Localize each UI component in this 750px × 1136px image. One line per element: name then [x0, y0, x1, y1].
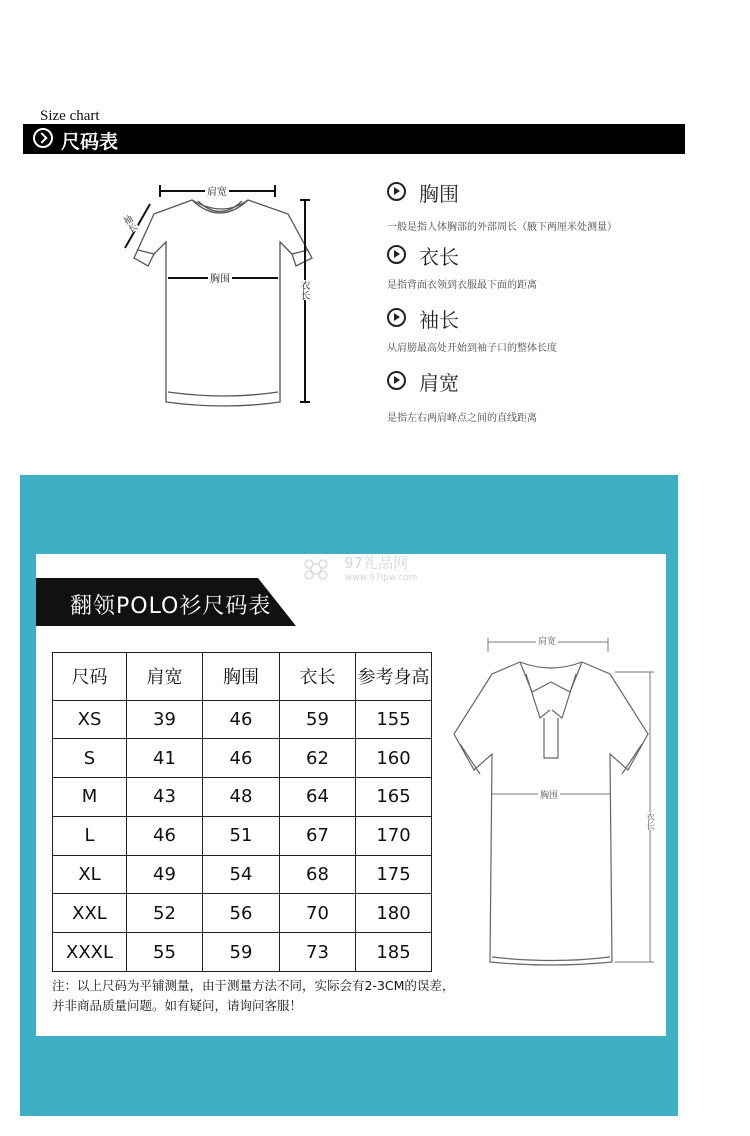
table-cell: 165	[356, 778, 432, 817]
definition-desc: 一般是指人体胸部的外部周长（腋下两厘米处测量）	[387, 222, 617, 233]
table-cell: 41	[127, 739, 203, 778]
definition-title: 袖长	[419, 308, 459, 332]
definitions-list	[385, 180, 685, 432]
note-line: 并非商品质量问题。如有疑问，请询问客服！	[52, 998, 303, 1013]
table-row	[53, 894, 432, 933]
table-cell: XXL	[53, 894, 127, 933]
table-cell: 43	[127, 778, 203, 817]
definition-item	[385, 180, 685, 243]
table-cell: 54	[203, 855, 280, 894]
definition-title: 衣长	[419, 245, 459, 269]
table-row	[53, 778, 432, 817]
table-cell: 70	[280, 894, 356, 933]
tshirt-diagram	[120, 170, 325, 420]
definition-item	[385, 306, 685, 369]
play-circle-icon	[387, 245, 406, 264]
table-cell: 180	[356, 894, 432, 933]
chest-label: 胸围	[208, 270, 232, 285]
table-cell: 73	[280, 933, 356, 972]
table-row	[53, 739, 432, 778]
table-cell: 51	[203, 816, 280, 855]
header-title: 尺码表	[61, 131, 119, 153]
table-header-cell: 参考身高	[356, 653, 432, 701]
table-header-cell: 胸围	[203, 653, 280, 701]
table-cell: XS	[53, 700, 127, 739]
table-cell: S	[53, 739, 127, 778]
table-cell: 39	[127, 700, 203, 739]
size-chart-label: Size chart	[40, 108, 100, 124]
table-cell: 175	[356, 855, 432, 894]
note-line: 注：以上尺码为平铺测量，由于测量方法不同，实际会有2-3CM的误差，	[52, 978, 455, 993]
table-cell: 48	[203, 778, 280, 817]
definition-item	[385, 369, 685, 432]
table-cell: M	[53, 778, 127, 817]
table-cell: 155	[356, 700, 432, 739]
table-cell: 49	[127, 855, 203, 894]
table-cell: L	[53, 816, 127, 855]
table-cell: 52	[127, 894, 203, 933]
table-row	[53, 700, 432, 739]
length-label: 衣长	[298, 280, 309, 300]
table-cell: 55	[127, 933, 203, 972]
definition-title: 胸围	[419, 182, 459, 206]
polo-chest-label: 胸围	[538, 788, 560, 801]
sleeve-label: 袖长	[120, 213, 138, 235]
table-header-row	[53, 653, 432, 701]
table-row	[53, 933, 432, 972]
watermark-text: 97礼品网	[344, 554, 409, 572]
definition-desc: 是指左右两肩峰点之间的直线距离	[387, 413, 537, 424]
watermark-logo-icon	[300, 556, 332, 582]
table-cell: 46	[203, 700, 280, 739]
table-cell: XL	[53, 855, 127, 894]
table-cell: 67	[280, 816, 356, 855]
table-cell: 160	[356, 739, 432, 778]
size-note	[52, 976, 455, 1016]
table-cell: 59	[280, 700, 356, 739]
table-cell: 68	[280, 855, 356, 894]
play-circle-icon	[387, 182, 406, 201]
polo-title: 翻领POLO衫尺码表	[70, 594, 272, 619]
table-cell: 64	[280, 778, 356, 817]
definition-desc: 从肩膀最高处开始到袖子口的整体长度	[387, 343, 557, 354]
table-cell: 56	[203, 894, 280, 933]
polo-diagram	[440, 622, 665, 972]
play-circle-icon	[387, 371, 406, 390]
definition-desc: 是指背面衣领到衣服最下面的距离	[387, 280, 537, 291]
table-cell: 62	[280, 739, 356, 778]
shoulder-label: 肩宽	[205, 183, 229, 198]
table-header-cell: 肩宽	[127, 653, 203, 701]
table-cell: 46	[127, 816, 203, 855]
table-row	[53, 816, 432, 855]
size-table	[52, 652, 432, 972]
play-circle-icon	[387, 308, 406, 327]
table-header-cell: 尺码	[53, 653, 127, 701]
tshirt-outline	[120, 170, 325, 420]
table-cell: XXXL	[53, 933, 127, 972]
polo-shoulder-label: 肩宽	[536, 634, 558, 647]
table-header-cell: 衣长	[280, 653, 356, 701]
definition-item	[385, 243, 685, 306]
table-cell: 59	[203, 933, 280, 972]
arrow-circle-icon	[33, 128, 53, 148]
watermark-url: www.97lpw.com	[345, 573, 418, 583]
table-row	[53, 855, 432, 894]
table-cell: 46	[203, 739, 280, 778]
table-cell: 185	[356, 933, 432, 972]
table-cell: 170	[356, 816, 432, 855]
header-bar	[23, 124, 685, 154]
definition-title: 肩宽	[419, 371, 459, 395]
polo-length-label: 衣长	[644, 812, 654, 830]
